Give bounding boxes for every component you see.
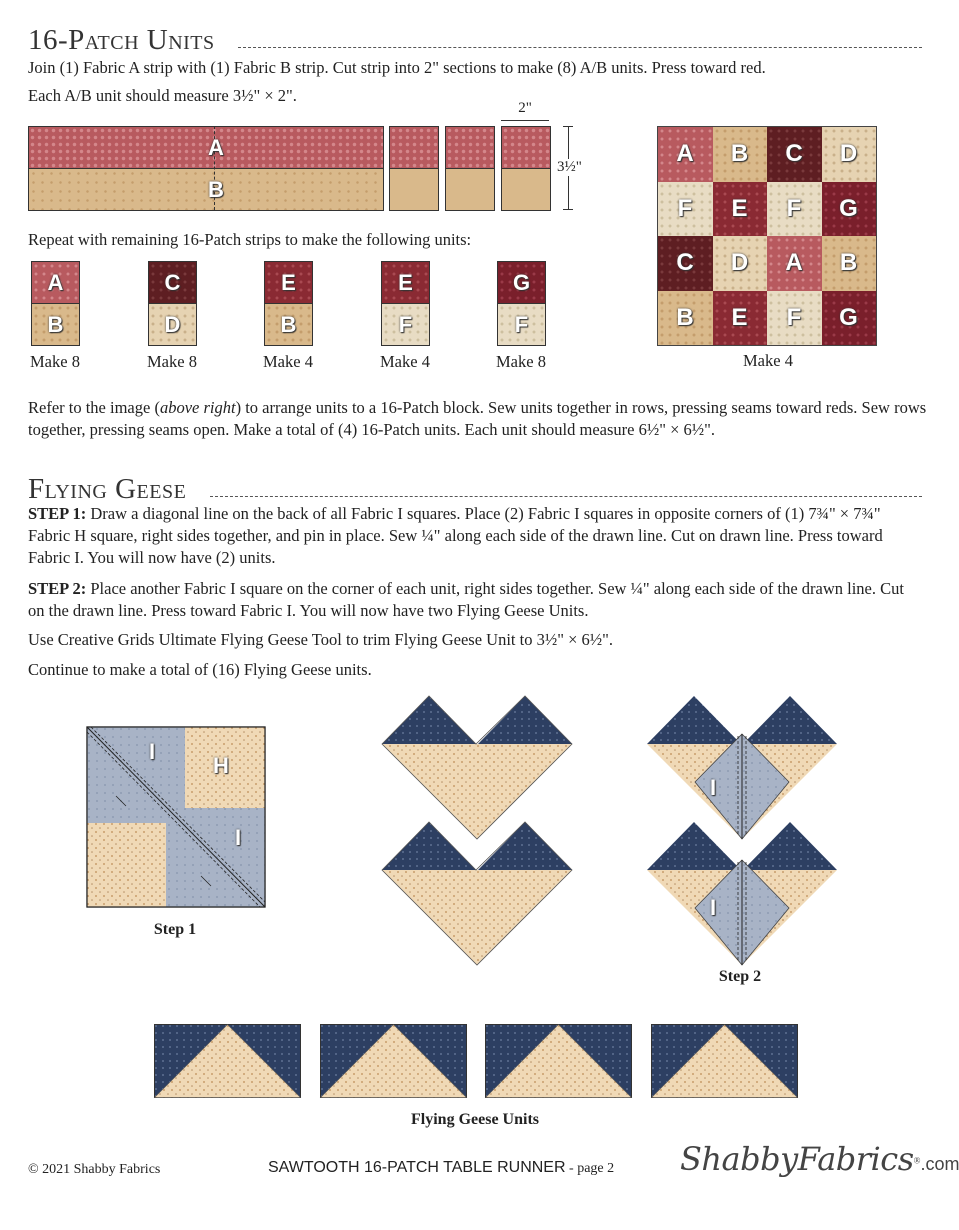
strip-label-b: B (208, 177, 224, 202)
unit-1-bottom-label: B (47, 312, 64, 337)
title-rule (238, 47, 922, 48)
patch-cell-r4-c1 (658, 291, 713, 346)
patch-cell-r1-c3 (767, 127, 822, 182)
flying-geese-unit-2 (320, 1024, 467, 1098)
patch-cell-label: G (839, 194, 858, 222)
patch-cell-label: A (785, 249, 803, 276)
unit-1-top-label: A (47, 270, 64, 295)
patch-cell-label: E (731, 194, 748, 222)
unit-3-caption: Make 4 (263, 352, 313, 371)
patch-cell-r1-c4 (822, 127, 877, 182)
section-title-16-patch: 16-Patch Units (28, 24, 215, 56)
unit-3-top-label: E (281, 270, 296, 295)
cut-units-diagram (380, 696, 576, 956)
unit-2-caption: Make 8 (147, 352, 197, 371)
patch-cell-r2-c4 (822, 182, 877, 237)
unit-5-caption: Make 8 (496, 352, 546, 371)
unit-2-bottom-label: D (164, 312, 181, 337)
patch-cell-r4-c4 (822, 291, 877, 346)
dim-width-label: 2" (518, 100, 532, 116)
patch-cell-r2-c3 (767, 182, 822, 237)
instruction-measure: Each A/B unit should measure 3½" × 2". (28, 86, 297, 105)
dim-width-line (501, 120, 549, 121)
flying-geese-unit-1 (154, 1024, 301, 1098)
patch-cell-label: B (839, 249, 858, 276)
instruction-repeat: Repeat with remaining 16-Patch strips to make the following units: (28, 230, 472, 249)
title-rule-2 (210, 496, 922, 497)
patch-cell-label: E (731, 303, 748, 331)
caption-step1: Step 1 (153, 921, 197, 938)
patch-cell-label: F (786, 303, 802, 331)
patch-cell-r3-c3 (767, 236, 822, 291)
instruction-arrange: Refer to the image (above right) to arrange units to a 16-Patch block. Sew units together in rows, pressing seams toward reds. Sew rows together, pressing seams open. Make a total of (4) 16-Patch units. Each unit should measure 6½" × 6½". (28, 398, 927, 439)
caption-flying-geese-units: Flying Geese Units (411, 1111, 539, 1128)
step2-diagram (645, 696, 841, 956)
patch-cell-label: B (730, 140, 749, 167)
step2-label-i-top: I (709, 775, 717, 800)
dim-height-label: 3½" (557, 159, 582, 175)
patch-cell-label: D (839, 140, 858, 167)
patch-cell-label: B (676, 303, 694, 331)
sixteen-patch-block (657, 126, 877, 346)
patch-cell-r2-c1 (658, 182, 713, 237)
patch-cell-r2-c2 (713, 182, 768, 237)
patch-cell-label: A (676, 140, 694, 167)
section-title-flying-geese: Flying Geese (28, 473, 187, 505)
patch-cell-label: C (676, 249, 694, 276)
unit-5-bottom-label: F (514, 312, 529, 337)
patch-cell-r4-c2 (713, 291, 768, 346)
patch-cell-r1-c1 (658, 127, 713, 182)
step1-label-i-top: I (148, 739, 156, 764)
unit-1-caption: Make 8 (30, 352, 80, 371)
unit-4-caption: Make 4 (380, 352, 430, 371)
unit-4-top-label: E (398, 270, 413, 295)
flying-geese-unit-4 (651, 1024, 798, 1098)
patch-cell-r1-c2 (713, 127, 768, 182)
step2-label-i-bottom: I (709, 895, 717, 920)
instruction-trim: Use Creative Grids Ultimate Flying Geese Tool to trim Flying Geese Unit to 3½" × 6½". (28, 630, 613, 649)
step1-label-i-bottom: I (234, 825, 242, 850)
footer-pattern-title: SAWTOOTH 16-PATCH TABLE RUNNER - page 2 (268, 1159, 615, 1176)
unit-2-top-label: C (164, 270, 181, 295)
step1-label-h: H (213, 753, 229, 778)
patch-cell-label: G (839, 303, 858, 331)
caption-step2: Step 2 (718, 968, 762, 985)
patch-cell-r4-c3 (767, 291, 822, 346)
patch-cell-r3-c1 (658, 236, 713, 291)
patch-cell-label: F (677, 194, 693, 222)
grid-caption: Make 4 (743, 351, 793, 370)
unit-5-top-label: G (512, 270, 531, 295)
patch-cell-r3-c2 (713, 236, 768, 291)
strip-label-a: A (208, 135, 224, 160)
instruction-join: Join (1) Fabric A strip with (1) Fabric B strip. Cut strip into 2" sections to make (8) A/B units. Press toward red. (28, 58, 766, 77)
dim-tick-bottom (563, 209, 573, 210)
patch-cell-label: D (730, 249, 749, 276)
flying-geese-unit-3 (485, 1024, 632, 1098)
patch-cell-label: C (785, 140, 803, 167)
unit-4-bottom-label: F (398, 312, 413, 337)
shabby-fabrics-logo: ShabbyFabrics®.com (680, 1140, 959, 1178)
unit-3-bottom-label: B (280, 312, 297, 337)
step1-diagram (86, 726, 266, 908)
dim-tick-top (563, 126, 573, 127)
step1-text: STEP 1: Draw a diagonal line on the back of all Fabric I squares. Place (2) Fabric I squares in opposite corners of (1) 7¾" × 7¾" Fabric H square, right sides together, and pin in place. Sew ¼" along each side of the drawn line. Cut on drawn line. Press toward Fabric I. You will now have (2) units. (28, 504, 883, 567)
instruction-total: Continue to make a total of (16) Flying Geese units. (28, 660, 372, 679)
patch-cell-label: F (786, 194, 802, 222)
patch-cell-r3-c4 (822, 236, 877, 291)
copyright: © 2021 Shabby Fabrics (28, 1162, 161, 1177)
step2-text: STEP 2: Place another Fabric I square on the corner of each unit, right sides together. Sew ¼" along each side of the drawn line. Cut on the drawn line. Press toward Fabric I. You will now have two Flying Geese Units. (28, 579, 904, 620)
